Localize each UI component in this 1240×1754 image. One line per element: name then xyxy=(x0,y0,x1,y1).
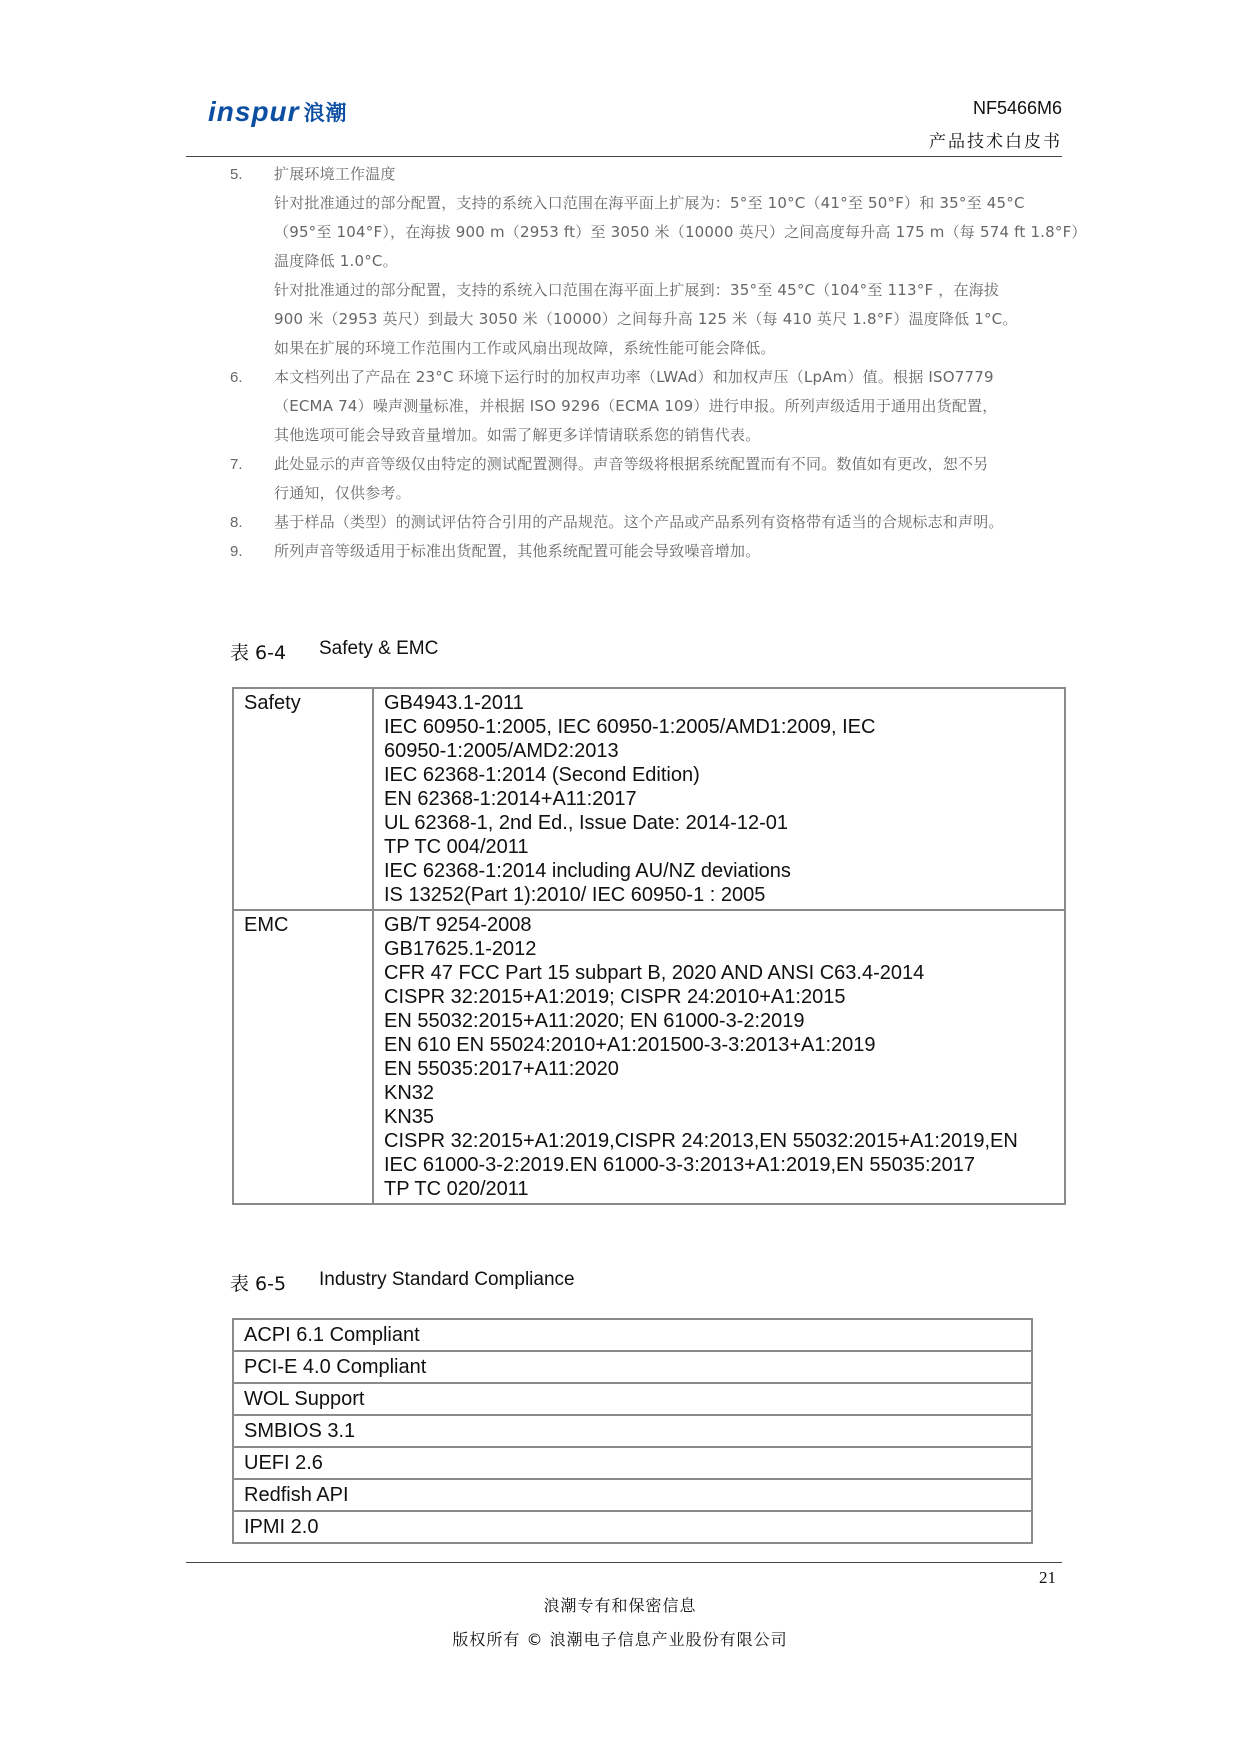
table-row xyxy=(233,910,1065,1204)
standard-entry: TP TC 004/2011 xyxy=(384,836,529,858)
table-cell: PCI-E 4.0 Compliant xyxy=(233,1351,1032,1383)
standard-entry: UL 62368-1, 2nd Ed., Issue Date: 2014-12-01 xyxy=(384,812,788,834)
standard-entry: EN 55035:2017+A11:2020 xyxy=(384,1058,619,1080)
standard-entry: EN 610 EN 55024:2010+A1:201500-3-3:2013+A1:2019 xyxy=(384,1034,876,1056)
note-line: 针对批准通过的部分配置，支持的系统入口范围在海平面上扩展到：35°至 45°C（104°至 113°F ，在海拔 xyxy=(274,281,1000,299)
table-row xyxy=(233,1447,1032,1479)
table-value-cell xyxy=(373,910,1065,1204)
standard-entry: CISPR 32:2015+A1:2019; CISPR 24:2010+A1:2015 xyxy=(384,986,846,1008)
standard-entry: IEC 61000-3-2:2019.EN 61000-3-3:2013+A1:2019,EN 55035:2017 xyxy=(384,1154,976,1176)
note-item xyxy=(230,363,1070,450)
note-line: 此处显示的声音等级仅由特定的测试配置测得。声音等级将根据系统配置而有不同。数值如有更改，恕不另 xyxy=(274,455,989,473)
note-line: 如果在扩展的环境工作范围内工作或风扇出现故障，系统性能可能会降低。 xyxy=(274,339,776,357)
standard-entry: TP TC 020/2011 xyxy=(384,1178,529,1200)
standard-entry: EN 55032:2015+A11:2020; EN 61000-3-2:2019 xyxy=(384,1010,805,1032)
standard-entry: CISPR 32:2015+A1:2019,CISPR 24:2013,EN 55032:2015+A1:2019,EN xyxy=(384,1130,1018,1152)
notes-list xyxy=(230,160,1087,566)
safety-emc-table xyxy=(232,687,1066,1205)
table-cell: ACPI 6.1 Compliant xyxy=(233,1319,1032,1351)
note-item xyxy=(230,508,1070,537)
table-row xyxy=(233,1479,1032,1511)
standard-entry: 60950-1:2005/AMD2:2013 xyxy=(384,740,619,762)
standard-entry: IS 13252(Part 1):2010/ IEC 60950-1 : 2005 xyxy=(384,884,766,906)
note-line: 扩展环境工作温度 xyxy=(274,165,396,183)
standard-entry: GB/T 9254-2008 xyxy=(384,914,532,936)
table-row xyxy=(233,1319,1032,1351)
standard-entry: EN 62368-1:2014+A11:2017 xyxy=(384,788,637,810)
note-line: 针对批准通过的部分配置，支持的系统入口范围在海平面上扩展为：5°至 10°C（41°至 50°F）和 35°至 45°C xyxy=(274,194,1025,212)
note-number: 5. xyxy=(230,166,243,183)
note-number: 8. xyxy=(230,514,243,531)
note-line: （ECMA 74）噪声测量标准，并根据 ISO 9296（ECMA 109）进行申报。所列声级适用于通用出货配置， xyxy=(274,397,998,415)
logo-chinese-name: 浪潮 xyxy=(303,101,348,125)
note-line: 所列声音等级适用于标准出货配置，其他系统配置可能会导致噪音增加。 xyxy=(274,542,761,560)
footer-divider xyxy=(186,1562,1062,1563)
table-row xyxy=(233,1351,1032,1383)
table-key-cell: Safety xyxy=(233,688,373,910)
copyright-notice: 版权所有 © 浪潮电子信息产业股份有限公司 xyxy=(452,1630,788,1649)
standard-entry: KN35 xyxy=(384,1106,435,1128)
table-row xyxy=(233,1383,1032,1415)
table-cell: Redfish API xyxy=(233,1479,1032,1511)
standard-entry: KN32 xyxy=(384,1082,435,1104)
standard-entry: GB4943.1-2011 xyxy=(384,692,524,714)
confidential-notice: 浪潮专有和保密信息 xyxy=(543,1596,697,1615)
note-line: 基于样品（类型）的测试评估符合引用的产品规范。这个产品或产品系列有资格带有适当的合规标志和声明。 xyxy=(274,513,1004,531)
table-caption-industry-standard xyxy=(230,1269,575,1296)
note-item xyxy=(230,160,1087,363)
table-cell: IPMI 2.0 xyxy=(233,1511,1032,1543)
note-line: （95°至 104°F），在海拔 900 m（2953 ft）至 3050 米（10000 英尺）之间高度每升高 175 m（每 574 ft 1.8°F） xyxy=(274,223,1087,241)
note-number: 6. xyxy=(230,369,243,386)
note-line: 温度降低 1.0°C。 xyxy=(274,252,398,270)
note-line: 其他选项可能会导致音量增加。如需了解更多详情请联系您的销售代表。 xyxy=(274,426,761,444)
industry-standard-table xyxy=(232,1318,1033,1544)
note-item xyxy=(230,537,1070,566)
standard-entry: IEC 62368-1:2014 including AU/NZ deviations xyxy=(384,860,791,882)
table-cell: WOL Support xyxy=(233,1383,1032,1415)
standard-entry: IEC 62368-1:2014 (Second Edition) xyxy=(384,764,700,786)
note-number: 9. xyxy=(230,543,243,560)
table-key-cell: EMC xyxy=(233,910,373,1204)
page-number: 21 xyxy=(1039,1568,1056,1587)
table-row xyxy=(233,1511,1032,1543)
note-line: 900 米（2953 英尺）到最大 3050 米（10000）之间每升高 125 米（每 410 英尺 1.8°F）温度降低 1°C。 xyxy=(274,310,1018,328)
table-cell: SMBIOS 3.1 xyxy=(233,1415,1032,1447)
table-row xyxy=(233,688,1065,910)
table-caption-safety-emc xyxy=(230,638,438,665)
product-model: NF5466M6 xyxy=(972,98,1062,118)
logo-wordmark: inspur xyxy=(208,96,300,127)
document-type: 产品技术白皮书 xyxy=(929,132,1062,152)
company-logo xyxy=(208,96,348,128)
standard-entry: GB17625.1-2012 xyxy=(384,938,537,960)
note-number: 7. xyxy=(230,456,243,473)
table-title: Industry Standard Compliance xyxy=(319,1269,575,1290)
note-line: 行通知，仅供参考。 xyxy=(274,484,411,502)
table-value-cell xyxy=(373,688,1065,910)
note-item xyxy=(230,450,1070,508)
table-cell: UEFI 2.6 xyxy=(233,1447,1032,1479)
header-divider xyxy=(186,156,1062,157)
standard-entry: IEC 60950-1:2005, IEC 60950-1:2005/AMD1:2009, IEC xyxy=(384,716,876,738)
table-label: 表 6-5 xyxy=(230,1273,287,1295)
table-title: Safety & EMC xyxy=(319,638,439,659)
note-line: 本文档列出了产品在 23°C 环境下运行时的加权声功率（LWAd）和加权声压（LpAm）值。根据 ISO7779 xyxy=(274,368,994,386)
table-row xyxy=(233,1415,1032,1447)
table-label: 表 6-4 xyxy=(230,642,287,664)
standard-entry: CFR 47 FCC Part 15 subpart B, 2020 AND ANSI C63.4-2014 xyxy=(384,962,925,984)
